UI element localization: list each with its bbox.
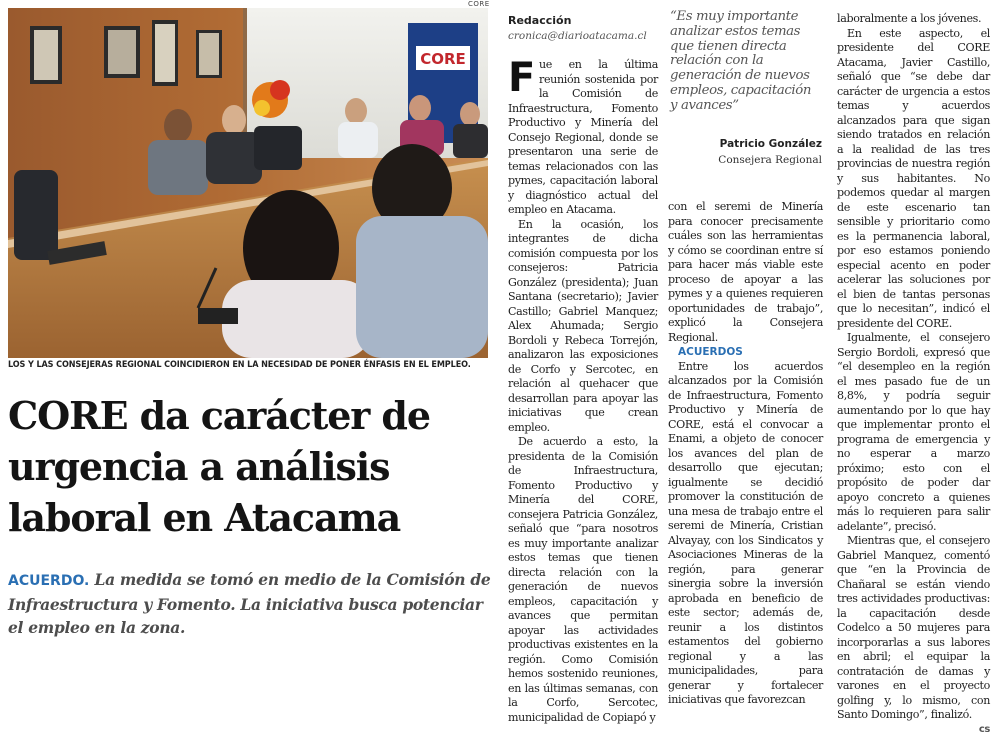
meeting-photo <box>8 8 488 358</box>
pull-quote: “Es muy importante analizar estos temas que tienen directa relación con la generación de nuevos empleos, capacitación y avances” <box>670 10 820 114</box>
byline-author: Redacción <box>508 14 571 27</box>
article-column-3 <box>837 12 990 670</box>
subhead-kicker: ACUERDO. <box>8 573 89 589</box>
article-paragraph: con el seremi de Minería para conocer precisamente cuáles son las herramientas y cómo se coordinan entre sí para hacer más viable este proceso de apoyar a las pymes y a quienes requieren oportunidades de trabajo”, explicó la Consejera Regional. <box>668 200 823 345</box>
article-paragraph <box>508 58 658 218</box>
section-heading: ACUERDOS <box>668 345 823 360</box>
article-column-2 <box>668 200 823 670</box>
article-paragraph: Entre los acuerdos alcanzados por la Comisión de Infraestructura, Fomento Productivo y Minería de CORE, está el convocar a Enami, a objeto de conocer los avances del plan de desarrollo que ejecutan; igualmente se decidió promover la constitución de una mesa de trabajo entre el seremi de Minería, Cristian Alvayay, con los Sindicatos y Asociaciones Mineras de la región, para generar sinergia sobre la inversión aprobada en beneficio de este sector; además de, reunir a los distintos estamentos del gobierno regional y a las municipalidades, para generar y fortalecer iniciativas que favorezcan <box>668 360 823 708</box>
core-banner-text: CORE <box>420 50 466 68</box>
article-column-1 <box>508 58 658 670</box>
headline: CORE da carácter de urgencia a análisis laboral en Atacama <box>8 390 498 543</box>
paragraph-text: ue en la última reunión sostenida por la Comisión de Infraestructura, Fomento Productivo y Minería del Consejo Regional, donde se presentaron una serie de temas relacionados con las pymes, capacitación laboral y diagnóstico actual del empleo en Atacama. <box>508 58 658 216</box>
section-label: CORE <box>468 0 490 8</box>
subhead <box>8 568 498 639</box>
pull-quote-role: Consejera Regional <box>690 154 822 166</box>
end-mark: cs <box>969 723 990 737</box>
article-paragraph: Igualmente, el consejero Sergio Bordoli, expresó que “el desempleo en la región el mes pasado fue de un 8,8%, y podría seguir aumentando por lo que hay que implementar pronto el programa de emergencia y no esperar a marzo próximo; esto con el propósito de poder dar apoyo concreto a quienes más lo requieren para salir adelante”, precisó. <box>837 331 990 534</box>
pull-quote-author: Patricio González <box>690 138 822 150</box>
byline-email[interactable]: cronica@diarioatacama.cl <box>508 30 647 42</box>
meeting-photo-illustration <box>8 8 488 358</box>
subhead-text: La medida se tomó en medio de la Comisión de Infraestructura y Fomento. La iniciativa busca potenciar el empleo en la zona. <box>8 570 490 637</box>
article-paragraph <box>837 534 990 723</box>
article-paragraph: De acuerdo a esto, la presidenta de la Comisión de Infraestructura, Fomento Productivo y Minería del CORE, consejera Patricia González, señaló que “para nosotros es muy importante analizar estos temas que tienen directa relación con la generación de nuevos empleos, capacitación y avances que permitan apoyar las actividades productivas existentes en la región. Como Comisión hemos sostenido reuniones, en las últimas semanas, con la Corfo, Sercotec, municipalidad de Copiapó y <box>508 435 658 725</box>
dropcap: F <box>508 60 535 96</box>
article-paragraph: laboralmente a los jóvenes. <box>837 12 990 27</box>
photo-caption: LOS Y LAS CONSEJERAS REGIONAL COINCIDIERON EN LA NECESIDAD DE PONER ÉNFASIS EN EL EMPLEO. <box>8 360 490 370</box>
article-paragraph: En la ocasión, los integrantes de dicha comisión compuesta por los consejeros: Patricia González (presidenta); Juan Santana (secretario); Javier Castillo; Gabriel Manquez; Alex Ahumada; Sergio Bordoli y Rebeca Torrejón, analizaron las exposiciones de Corfo y Sercotec, en relación al quehacer que desarrollan para apoyar las iniciativas que crean empleo. <box>508 218 658 436</box>
paragraph-text: Mientras que, el consejero Gabriel Manquez, comentó que “en la Provincia de Chañaral se están viendo tres actividades productivas: la capacitación desde Codelco a 50 mujeres para incorporarlas a sus labores en abril; el equipar la contratación de damas y varones en el proyecto golfing y, lo mismo, con Santo Domingo”, finalizó. <box>837 534 990 721</box>
article-paragraph: En este aspecto, el presidente del CORE Atacama, Javier Castillo, señaló que “se debe dar carácter de urgencia a estos temas y acuerdos alcanzados para que sigan siendo tratados en relación a la realidad de las tres provincias de nuestra región y sus habitantes. No podemos quedar al margen de este escenario tan sensible y prioritario como es la permanencia laboral, por eso estamos poniendo especial acento en poder acelerar las soluciones por el bien de tantas personas que lo necesitan”, indicó el presidente del CORE. <box>837 27 990 332</box>
